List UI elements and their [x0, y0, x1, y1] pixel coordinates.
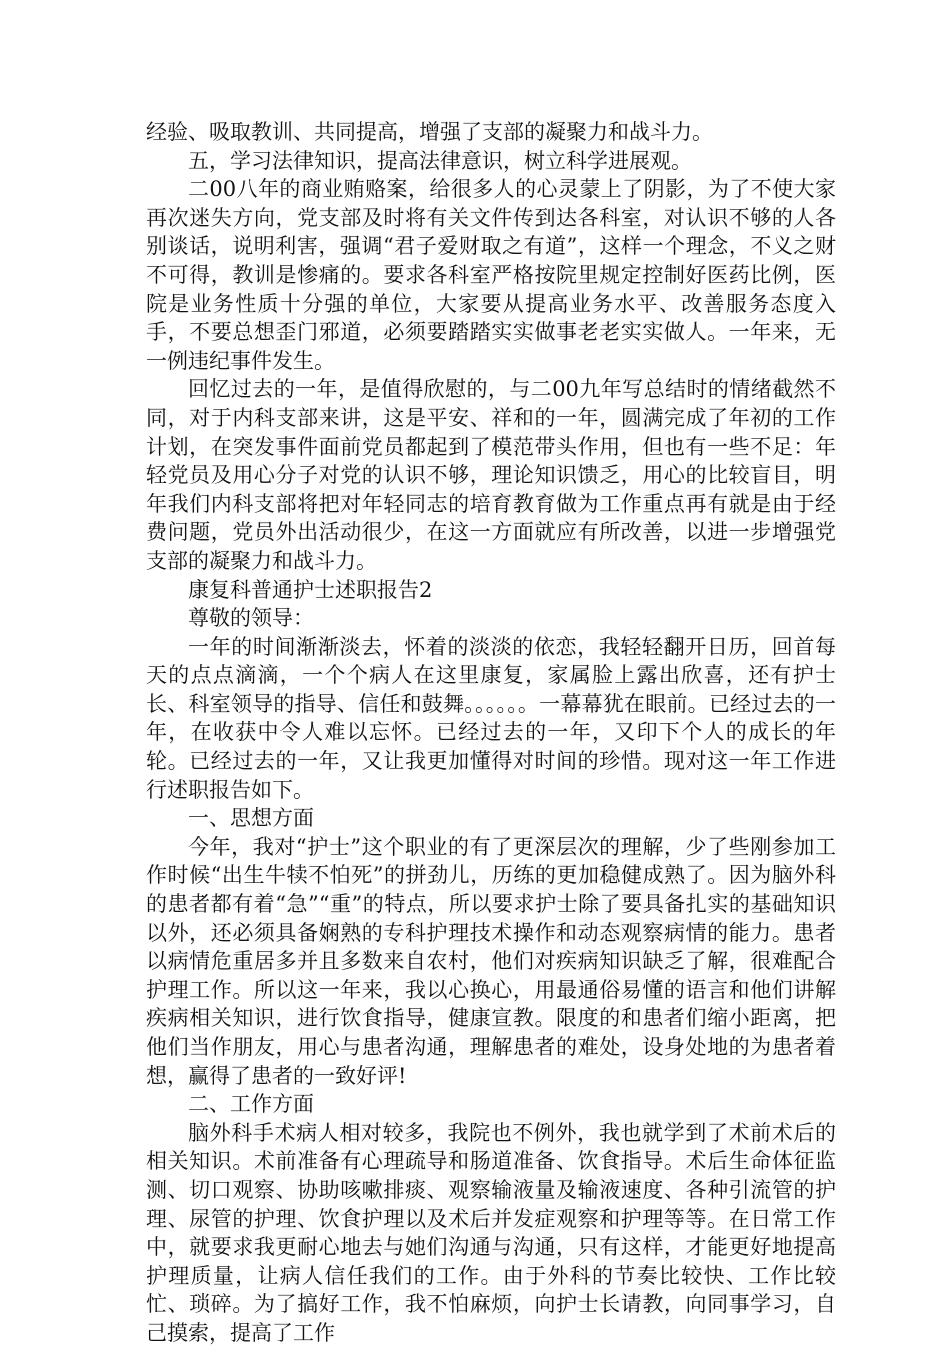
salutation: 尊敬的领导：	[188, 606, 314, 631]
paragraph-intro: 一年的时间渐渐淡去，怀着的淡淡的依恋，我轻轻翻开日历，回首每天的点点滴滴，一个个病人在这里康复，家属脸上露出欣喜，还有护士长、科室领导的指导、信任和鼓舞。。。。。。一幕幕犹在眼前。已经过去的一年，在收获中令人难以忘怀。已经过去的一年，又印下个人的成长的年轮。已经过去的一年，又让我更加懂得对时间的珍惜。现对这一年工作进行述职报告如下。	[146, 634, 836, 802]
section-heading-5: 五，学习法律知识，提高法律意识，树立科学进展观。	[188, 148, 692, 173]
paragraph-year-review: 回忆过去的一年，是值得欣慰的，与二00九年写总结时的情绪截然不同，对于内科支部来讲，这是平安、祥和的一年，圆满完成了年初的工作计划，在突发事件面前党员都起到了模范带头作用，但也有一些不足：年轻党员及用心分子对党的认识不够，理论知识馈乏，用心的比较盲目，明年我们内科支部将把对年轻同志的培育教育做为工作重点再有就是由于经费问题，党员外出活动很少，在这一方面就应有所改善，以进一步增强党支部的凝聚力和战斗力。	[146, 377, 836, 573]
section-heading-thought: 一、思想方面	[188, 806, 314, 831]
paragraph-continuation: 经验、吸取教训、共同提高，增强了支部的凝聚力和战斗力。	[146, 120, 713, 144]
paragraph-bribery-case: 二00八年的商业贿赂案，给很多人的心灵蒙上了阴影，为了不使大家再次迷失方向，党支部及时将有关文件传到达各科室，对认识不够的人各别谈话，说明利害，强调“君子爱财取之有道”，这样一个理念，不义之财不可得，教训是惨痛的。要求各科室严格按院里规定控制好医药比例，医院是业务性质十分强的单位，大家要从提高业务水平、改善服务态度入手，不要总想歪门邪道，必须要踏踏实实做事老老实实做人。一年来，无一例违纪事件发生。	[146, 177, 836, 373]
section-heading-work: 二、工作方面	[188, 1092, 314, 1117]
document-body	[146, 118, 836, 1348]
report-title: 康复科普通护士述职报告2	[188, 577, 433, 602]
paragraph-thought: 今年，我对“护士”这个职业的有了更深层次的理解，少了些刚参加工作时候“出生牛犊不怕死”的拼劲儿，历练的更加稳健成熟了。因为脑外科的患者都有着“急”“重”的特点，所以要求护士除了要具备扎实的基础知识以外，还必须具备娴熟的专科护理技术操作和动态观察病情的能力。患者以病情危重居多并且多数来自农村，他们对疾病知识缺乏了解，很难配合护理工作。所以这一年来，我以心换心，用最通俗易懂的语言和他们讲解疾病相关知识，进行饮食指导，健康宣教。限度的和患者们缩小距离，把他们当作朋友，用心与患者沟通，理解患者的难处，设身处地的为患者着想，赢得了患者的一致好评!	[146, 834, 836, 1088]
paragraph-work: 脑外科手术病人相对较多，我院也不例外，我也就学到了术前术后的相关知识。术前准备有心理疏导和肠道准备、饮食指导。术后生命体征监测、切口观察、协助咳嗽排痰、观察输液量及输液速度、各种引流管的护理、尿管的护理、饮食护理以及术后并发症观察和护理等等。在日常工作中，就要求我更耐心地去与她们沟通与沟通，只有这样，才能更好地提高护理质量，让病人信任我们的工作。由于外科的节奏比较快、工作比较忙、琐碎。为了搞好工作，我不怕麻烦，向护士长请教，向同事学习，自己摸索，提高了工作	[146, 1120, 836, 1345]
